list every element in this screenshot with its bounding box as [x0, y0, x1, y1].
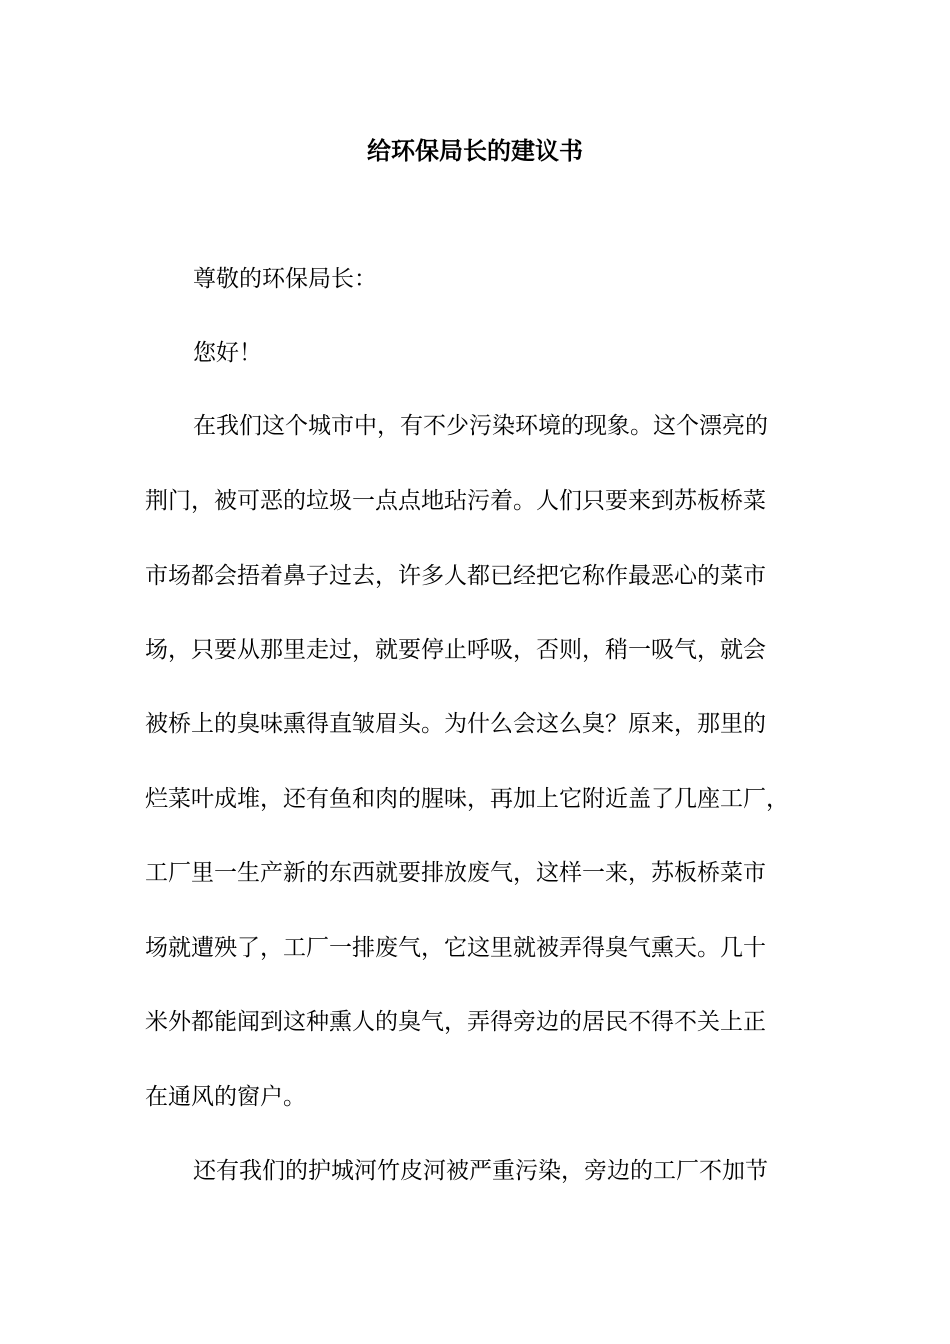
document-title: 给环保局长的建议书	[367, 136, 583, 165]
paragraph-1-line-7: 工厂里一生产新的东西就要排放废气，这样一来，苏板桥菜市	[145, 860, 766, 886]
salutation: 尊敬的环保局长：	[193, 266, 377, 292]
paragraph-1-line-9: 米外都能闻到这种熏人的臭气，弄得旁边的居民不得不关上正	[145, 1009, 766, 1035]
paragraph-1-line-4: 场，只要从那里走过，就要停止呼吸，否则，稍一吸气，就会	[145, 637, 766, 663]
paragraph-1-line-5: 被桥上的臭味熏得直皱眉头。为什么会这么臭？原来，那里的	[145, 711, 766, 737]
paragraph-1-line-1: 在我们这个城市中，有不少污染环境的现象。这个漂亮的	[193, 413, 768, 439]
paragraph-1-line-6: 烂菜叶成堆，还有鱼和肉的腥味，再加上它附近盖了几座工厂，	[145, 786, 789, 812]
paragraph-1-line-8: 场就遭殃了，工厂一排废气，它这里就被弄得臭气熏天。几十	[145, 935, 766, 961]
paragraph-1-line-2: 荆门，被可恶的垃圾一点点地玷污着。人们只要来到苏板桥菜	[145, 488, 766, 514]
paragraph-1-line-3: 市场都会捂着鼻子过去，许多人都已经把它称作最恶心的菜市	[145, 563, 766, 589]
paragraph-1-line-10: 在通风的窗户。	[145, 1084, 306, 1110]
greeting: 您好！	[193, 340, 262, 366]
paragraph-2-line-1: 还有我们的护城河竹皮河被严重污染，旁边的工厂不加节	[193, 1158, 768, 1184]
